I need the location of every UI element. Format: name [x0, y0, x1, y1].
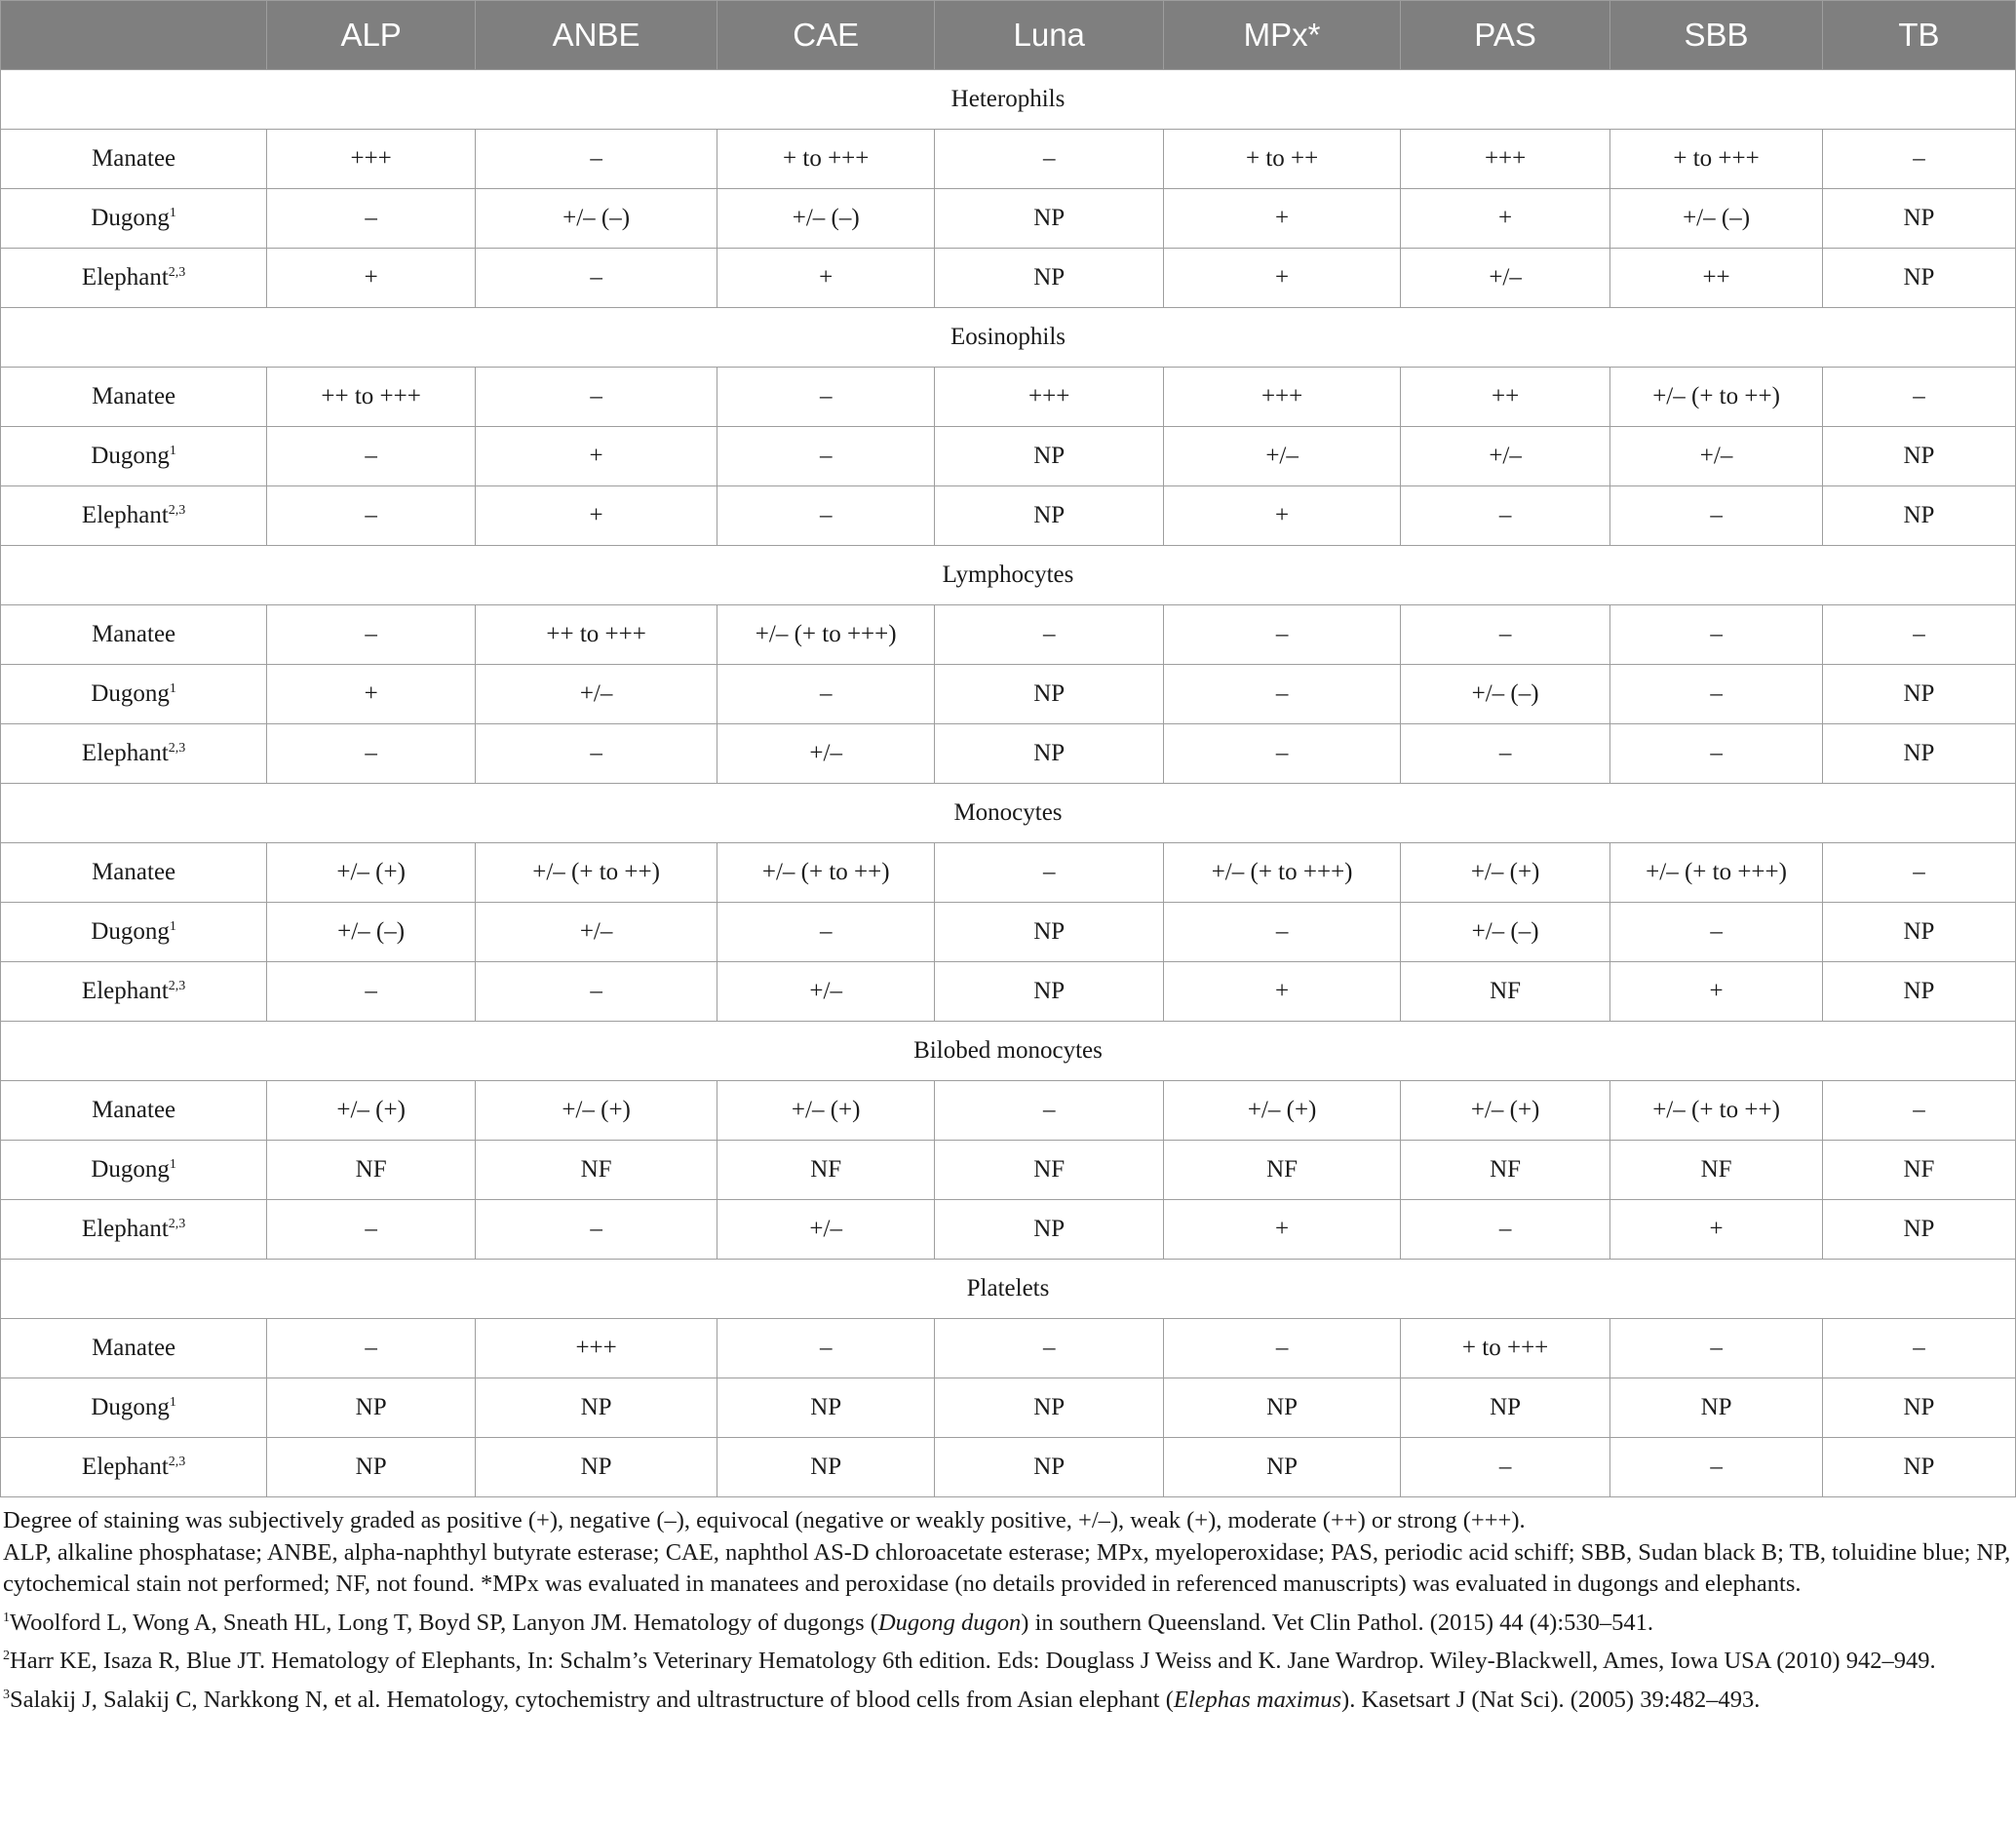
- stain-value-cell: –: [1164, 605, 1401, 665]
- stain-value-cell: +: [717, 249, 935, 308]
- stain-value-cell: –: [1822, 1081, 2015, 1141]
- reference-number: 3: [3, 1687, 10, 1702]
- table-row: [1, 1378, 2016, 1438]
- stain-value-cell: –: [476, 724, 717, 784]
- stain-value-cell: –: [1164, 724, 1401, 784]
- group-label: Lymphocytes: [1, 546, 2016, 605]
- species-cell: [1, 1378, 267, 1438]
- stain-value-cell: +: [1164, 189, 1401, 249]
- species-name: Manatee: [92, 859, 176, 885]
- reference-superscript: 1: [169, 206, 176, 220]
- stain-value-cell: ++: [1610, 249, 1823, 308]
- stain-value-cell: –: [1610, 1319, 1823, 1378]
- stain-value-cell: NP: [1822, 903, 2015, 962]
- stain-value-cell: NP: [267, 1378, 476, 1438]
- species-cell: [1, 249, 267, 308]
- table-row: [1, 843, 2016, 903]
- stain-value-cell: –: [1822, 1319, 2015, 1378]
- stain-value-cell: +: [1164, 249, 1401, 308]
- stain-value-cell: +: [476, 427, 717, 486]
- stain-value-cell: NP: [476, 1438, 717, 1497]
- stain-value-cell: NP: [717, 1378, 935, 1438]
- stain-value-cell: +/–: [1164, 427, 1401, 486]
- stain-value-cell: NP: [1822, 665, 2015, 724]
- column-header-alp: ALP: [267, 1, 476, 70]
- group-row: [1, 546, 2016, 605]
- reference-number: 2: [3, 1649, 10, 1663]
- table-row: [1, 1319, 2016, 1378]
- table-row: [1, 1141, 2016, 1200]
- stain-value-cell: –: [1822, 843, 2015, 903]
- stain-value-cell: –: [267, 605, 476, 665]
- stain-value-cell: ++ to +++: [476, 605, 717, 665]
- reference-text: Harr KE, Isaza R, Blue JT. Hematology of Elephants, In: Schalm’s Veterinary Hematology 6th edition. Eds: Douglass J Weiss and K. Jane Wardrop. Wiley-Blackwell, Ames, Iowa USA (2010) 942–949.: [10, 1648, 1936, 1674]
- species-cell: [1, 605, 267, 665]
- grading-note: Degree of staining was subjectively graded as positive (+), negative (–), equivocal (negative or weakly positive, +/–), weak (+), moderate (++) or strong (+++).: [3, 1507, 1526, 1533]
- stain-value-cell: –: [267, 189, 476, 249]
- species-cell: [1, 427, 267, 486]
- stain-value-cell: NP: [1822, 1378, 2015, 1438]
- species-name: Dugong: [91, 1394, 170, 1420]
- species-cell: [1, 130, 267, 189]
- stain-value-cell: ++: [1401, 368, 1610, 427]
- stain-value-cell: –: [1610, 903, 1823, 962]
- stain-value-cell: +/–: [476, 903, 717, 962]
- species-name: Dugong: [91, 680, 170, 707]
- stain-value-cell: NP: [935, 189, 1164, 249]
- reference-number: 1: [3, 1610, 10, 1625]
- species-name: Manatee: [92, 1097, 176, 1123]
- stain-value-cell: +/– (+ to ++): [1610, 368, 1823, 427]
- stain-value-cell: +++: [476, 1319, 717, 1378]
- reference-text: Salakij J, Salakij C, Narkkong N, et al. Hematology, cytochemistry and ultrastructure of blood cells from Asian elephant (: [10, 1686, 1174, 1713]
- species-cell: [1, 903, 267, 962]
- stain-value-cell: –: [1401, 605, 1610, 665]
- column-header-sbb: SBB: [1610, 1, 1823, 70]
- stain-value-cell: +/– (+ to ++): [717, 843, 935, 903]
- stain-value-cell: NP: [1822, 1200, 2015, 1260]
- reference-text: ). Kasetsart J (Nat Sci). (2005) 39:482–493.: [1341, 1686, 1761, 1713]
- stain-value-cell: +/– (+): [717, 1081, 935, 1141]
- stain-value-cell: +/– (+): [1401, 843, 1610, 903]
- stain-value-cell: NP: [1822, 189, 2015, 249]
- stain-value-cell: –: [1164, 1319, 1401, 1378]
- stain-value-cell: –: [717, 903, 935, 962]
- species-name: Dugong: [91, 1156, 170, 1183]
- table-row: [1, 1200, 2016, 1260]
- table-row: [1, 249, 2016, 308]
- table-row: [1, 962, 2016, 1022]
- stain-value-cell: NP: [935, 486, 1164, 546]
- species-name: Elephant: [81, 978, 169, 1004]
- species-cell: [1, 368, 267, 427]
- reference-superscript: 2,3: [168, 265, 186, 280]
- reference-superscript: 2,3: [168, 1455, 186, 1469]
- stain-value-cell: + to ++: [1164, 130, 1401, 189]
- stain-value-cell: +/– (–): [1401, 903, 1610, 962]
- species-name: Elephant: [81, 740, 169, 766]
- stain-value-cell: NP: [1822, 486, 2015, 546]
- stain-value-cell: NP: [1610, 1378, 1823, 1438]
- stain-value-cell: –: [1610, 665, 1823, 724]
- reference-superscript: 2,3: [168, 1217, 186, 1231]
- stain-value-cell: NF: [1164, 1141, 1401, 1200]
- stain-value-cell: +: [1164, 486, 1401, 546]
- stain-value-cell: +/– (–): [476, 189, 717, 249]
- group-label: Bilobed monocytes: [1, 1022, 2016, 1081]
- stain-value-cell: –: [717, 427, 935, 486]
- table-row: [1, 368, 2016, 427]
- stain-value-cell: NF: [935, 1141, 1164, 1200]
- species-cell: [1, 1141, 267, 1200]
- column-header-tb: TB: [1822, 1, 2015, 70]
- stain-value-cell: –: [267, 962, 476, 1022]
- column-header-cae: CAE: [717, 1, 935, 70]
- stain-value-cell: –: [1822, 130, 2015, 189]
- table-row: [1, 189, 2016, 249]
- stain-value-cell: +: [1164, 1200, 1401, 1260]
- table-row: [1, 1081, 2016, 1141]
- stain-value-cell: NP: [1822, 724, 2015, 784]
- column-header-pas: PAS: [1401, 1, 1610, 70]
- stain-value-cell: +: [267, 249, 476, 308]
- reference-superscript: 2,3: [168, 741, 186, 756]
- stain-value-cell: +/–: [1610, 427, 1823, 486]
- species-cell: [1, 1438, 267, 1497]
- stain-value-cell: –: [1164, 903, 1401, 962]
- species-name: Elephant: [81, 264, 169, 291]
- header-row: [1, 1, 2016, 70]
- species-cell: [1, 843, 267, 903]
- stain-value-cell: +/– (+ to +++): [717, 605, 935, 665]
- stain-value-cell: –: [935, 130, 1164, 189]
- reference-text: ) in southern Queensland. Vet Clin Pathol. (2015) 44 (4):530–541.: [1021, 1609, 1654, 1636]
- stain-value-cell: NF: [1401, 962, 1610, 1022]
- stain-value-cell: +/– (+): [1164, 1081, 1401, 1141]
- species-cell: [1, 1081, 267, 1141]
- species-cell: [1, 665, 267, 724]
- group-row: [1, 70, 2016, 130]
- stain-value-cell: NP: [476, 1378, 717, 1438]
- table-row: [1, 903, 2016, 962]
- species-name: Elephant: [81, 502, 169, 528]
- stain-value-cell: NF: [1401, 1141, 1610, 1200]
- stain-value-cell: +/–: [717, 724, 935, 784]
- stain-value-cell: –: [1822, 605, 2015, 665]
- stain-value-cell: +: [1401, 189, 1610, 249]
- column-header: [1, 1, 267, 70]
- stain-value-cell: +/– (–): [717, 189, 935, 249]
- stain-value-cell: –: [717, 665, 935, 724]
- reference-superscript: 1: [169, 444, 176, 458]
- stain-value-cell: +: [1610, 962, 1823, 1022]
- stain-value-cell: –: [1610, 486, 1823, 546]
- species-name: Manatee: [92, 1335, 176, 1361]
- table-row: [1, 724, 2016, 784]
- stain-value-cell: –: [1401, 1438, 1610, 1497]
- stain-value-cell: +/– (+): [267, 843, 476, 903]
- stain-value-cell: +/– (–): [267, 903, 476, 962]
- stain-value-cell: +++: [935, 368, 1164, 427]
- stain-value-cell: NP: [1822, 962, 2015, 1022]
- group-label: Heterophils: [1, 70, 2016, 130]
- stain-value-cell: ++ to +++: [267, 368, 476, 427]
- stain-value-cell: NP: [935, 1200, 1164, 1260]
- species-name: Dugong: [91, 918, 170, 945]
- stain-value-cell: +/– (+ to ++): [1610, 1081, 1823, 1141]
- table-body: [1, 70, 2016, 1497]
- stain-value-cell: –: [267, 1200, 476, 1260]
- stain-value-cell: +++: [267, 130, 476, 189]
- stain-value-cell: + to +++: [717, 130, 935, 189]
- group-label: Platelets: [1, 1260, 2016, 1319]
- group-row: [1, 1022, 2016, 1081]
- stain-value-cell: +/– (+): [476, 1081, 717, 1141]
- stain-value-cell: NP: [1822, 427, 2015, 486]
- table-row: [1, 427, 2016, 486]
- stain-value-cell: +/– (–): [1610, 189, 1823, 249]
- reference-text: Woolford L, Wong A, Sneath HL, Long T, Boyd SP, Lanyon JM. Hematology of dugongs (: [10, 1609, 878, 1636]
- stain-value-cell: –: [1401, 1200, 1610, 1260]
- stain-value-cell: + to +++: [1610, 130, 1823, 189]
- stain-value-cell: NF: [476, 1141, 717, 1200]
- stain-value-cell: +/– (+): [1401, 1081, 1610, 1141]
- stain-value-cell: NF: [717, 1141, 935, 1200]
- stain-value-cell: NP: [935, 1378, 1164, 1438]
- stain-value-cell: –: [476, 368, 717, 427]
- stain-value-cell: –: [717, 1319, 935, 1378]
- stain-value-cell: –: [935, 605, 1164, 665]
- abbreviations-note: ALP, alkaline phosphatase; ANBE, alpha-naphthyl butyrate esterase; CAE, naphthol AS-D chloroacetate esterase; MPx, myeloperoxidase; PAS, periodic acid schiff; SBB, Sudan black B; TB, toluidine blue; NP, cytochemical stain not performed; NF, not found. *MPx was evaluated in manatees and peroxidase (no details provided in referenced manuscripts) was evaluated in dugongs and elephants.: [3, 1538, 2011, 1597]
- stain-value-cell: –: [476, 130, 717, 189]
- group-row: [1, 308, 2016, 368]
- species-name: Manatee: [92, 383, 176, 409]
- stain-value-cell: NP: [935, 903, 1164, 962]
- group-label: Eosinophils: [1, 308, 2016, 368]
- stain-value-cell: NP: [717, 1438, 935, 1497]
- stain-value-cell: NF: [267, 1141, 476, 1200]
- stain-value-cell: +: [1164, 962, 1401, 1022]
- stain-value-cell: –: [717, 368, 935, 427]
- stain-value-cell: –: [267, 1319, 476, 1378]
- reference-1: [3, 1608, 2012, 1640]
- stain-value-cell: –: [1610, 1438, 1823, 1497]
- column-header-anbe: ANBE: [476, 1, 717, 70]
- species-cell: [1, 1319, 267, 1378]
- species-cell: [1, 724, 267, 784]
- stain-value-cell: +: [476, 486, 717, 546]
- stain-value-cell: –: [1401, 486, 1610, 546]
- stain-value-cell: +/–: [476, 665, 717, 724]
- stain-value-cell: NP: [935, 427, 1164, 486]
- table-row: [1, 486, 2016, 546]
- stain-value-cell: +/– (–): [1401, 665, 1610, 724]
- stain-value-cell: –: [476, 962, 717, 1022]
- stain-value-cell: +/– (+ to ++): [476, 843, 717, 903]
- stain-value-cell: NP: [267, 1438, 476, 1497]
- species-cell: [1, 189, 267, 249]
- stain-value-cell: –: [476, 1200, 717, 1260]
- table-row: [1, 665, 2016, 724]
- species-name: Elephant: [81, 1454, 169, 1480]
- stain-value-cell: –: [1401, 724, 1610, 784]
- stain-value-cell: –: [1610, 605, 1823, 665]
- stain-value-cell: –: [267, 724, 476, 784]
- species-name: Dugong: [91, 443, 170, 469]
- column-header-mpx: MPx*: [1164, 1, 1401, 70]
- stain-value-cell: + to +++: [1401, 1319, 1610, 1378]
- stain-value-cell: –: [1610, 724, 1823, 784]
- stain-value-cell: NF: [1822, 1141, 2015, 1200]
- group-row: [1, 784, 2016, 843]
- stain-value-cell: +/–: [717, 962, 935, 1022]
- stain-value-cell: NP: [935, 665, 1164, 724]
- reference-superscript: 2,3: [168, 503, 186, 518]
- stain-value-cell: NP: [1822, 249, 2015, 308]
- reference-3: [3, 1685, 2012, 1717]
- reference-superscript: 1: [169, 1395, 176, 1410]
- stain-value-cell: NP: [935, 962, 1164, 1022]
- table-footnotes: [0, 1497, 2016, 1716]
- reference-superscript: 1: [169, 919, 176, 934]
- reference-2: [3, 1646, 2012, 1678]
- stain-value-cell: +/– (+ to +++): [1610, 843, 1823, 903]
- stain-value-cell: NP: [1401, 1378, 1610, 1438]
- stain-value-cell: NP: [935, 724, 1164, 784]
- stain-value-cell: –: [476, 249, 717, 308]
- stain-value-cell: +: [267, 665, 476, 724]
- stain-value-cell: +/– (+ to +++): [1164, 843, 1401, 903]
- table-row: [1, 1438, 2016, 1497]
- reference-superscript: 1: [169, 1157, 176, 1172]
- stain-value-cell: +: [1610, 1200, 1823, 1260]
- stain-value-cell: –: [1822, 368, 2015, 427]
- stain-value-cell: +/– (+): [267, 1081, 476, 1141]
- stain-value-cell: NP: [1164, 1378, 1401, 1438]
- column-header-luna: Luna: [935, 1, 1164, 70]
- reference-superscript: 2,3: [168, 979, 186, 993]
- stain-value-cell: –: [1164, 665, 1401, 724]
- table-row: [1, 130, 2016, 189]
- stain-value-cell: +++: [1401, 130, 1610, 189]
- stain-value-cell: +/–: [1401, 427, 1610, 486]
- species-cell: [1, 1200, 267, 1260]
- stain-value-cell: NP: [935, 1438, 1164, 1497]
- species-italic: Elephas maximus: [1173, 1686, 1342, 1713]
- stain-value-cell: NP: [935, 249, 1164, 308]
- species-name: Manatee: [92, 145, 176, 172]
- group-label: Monocytes: [1, 784, 2016, 843]
- stain-value-cell: –: [267, 427, 476, 486]
- reference-superscript: 1: [169, 681, 176, 696]
- species-cell: [1, 962, 267, 1022]
- stain-value-cell: +/–: [1401, 249, 1610, 308]
- stain-value-cell: –: [267, 486, 476, 546]
- stain-value-cell: –: [935, 843, 1164, 903]
- table-row: [1, 605, 2016, 665]
- stain-value-cell: NP: [1822, 1438, 2015, 1497]
- species-italic: Dugong dugon: [877, 1609, 1022, 1636]
- species-cell: [1, 486, 267, 546]
- stain-value-cell: –: [935, 1319, 1164, 1378]
- species-name: Dugong: [91, 205, 170, 231]
- species-name: Elephant: [81, 1216, 169, 1242]
- stain-value-cell: –: [935, 1081, 1164, 1141]
- stain-value-cell: +/–: [717, 1200, 935, 1260]
- stain-value-cell: +++: [1164, 368, 1401, 427]
- stain-value-cell: –: [717, 486, 935, 546]
- stain-value-cell: NF: [1610, 1141, 1823, 1200]
- stain-value-cell: NP: [1164, 1438, 1401, 1497]
- group-row: [1, 1260, 2016, 1319]
- species-name: Manatee: [92, 621, 176, 647]
